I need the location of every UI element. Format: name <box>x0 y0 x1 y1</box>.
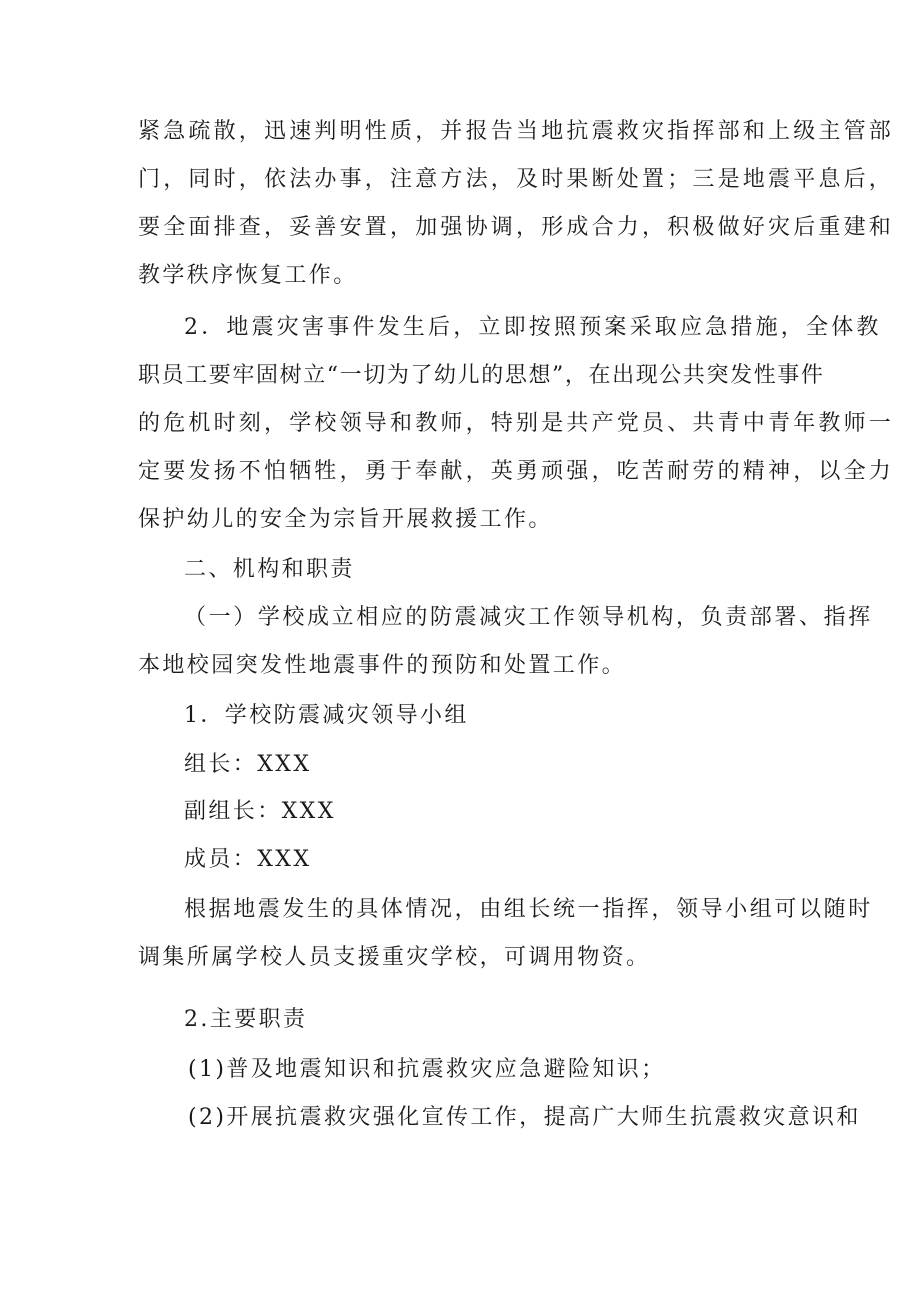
duty-item-2: (2)开展抗震救灾强化宣传工作，提高广大师生抗震救灾意识和 <box>188 1105 861 1130</box>
duty-item-1: (1)普及地震知识和抗震救灾应急避险知识； <box>188 1057 666 1082</box>
text-line-1: 紧急疏散，迅速判明性质，并报告当地抗震救灾指挥部和上级主管部 <box>138 119 895 144</box>
text-line-12: 本地校园突发性地震事件的预防和处置工作。 <box>138 653 627 678</box>
section-heading: 二、机构和职责 <box>184 557 355 582</box>
text-line-17: 根据地震发生的具体情况，由组长统一指挥，领导小组可以随时 <box>184 897 873 922</box>
text-line-18: 调集所属学校人员支援重灾学校，可调用物资。 <box>138 945 651 970</box>
text-line-7: 的危机时刻，学校领导和教师，特别是共产党员、共青中青年教师一 <box>138 411 895 436</box>
text-line-8: 定要发扬不怕牺牲，勇于奉献，英勇顽强，吃苦耐劳的精神，以全力 <box>138 459 895 484</box>
duties-heading: 2.主要职责 <box>184 1007 308 1032</box>
deputy-group-leader: 副组长：XXX <box>184 799 336 824</box>
subsection-heading: 1．学校防震减灾领导小组 <box>184 703 469 728</box>
group-leader: 组长：XXX <box>184 752 312 777</box>
text-line-9: 保护幼儿的安全为宗旨开展救援工作。 <box>138 507 553 532</box>
text-line-11: （一）学校成立相应的防震减灾工作领导机构，负责部署、指挥 <box>184 605 873 630</box>
group-members: 成员：XXX <box>184 847 312 872</box>
text-line-6: 职员工要牢固树立“一切为了幼儿的思想”，在出现公共突发性事件 <box>138 363 825 388</box>
text-line-4: 教学秩序恢复工作。 <box>138 263 358 288</box>
text-line-2: 门，同时，依法办事，注意方法，及时果断处置；三是地震平息后， <box>138 167 895 192</box>
text-line-5: 2．地震灾害事件发生后，立即按照预案采取应急措施，全体教 <box>184 315 882 340</box>
text-line-3: 要全面排查，妥善安置，加强协调，形成合力，积极做好灾后重建和 <box>138 215 895 240</box>
